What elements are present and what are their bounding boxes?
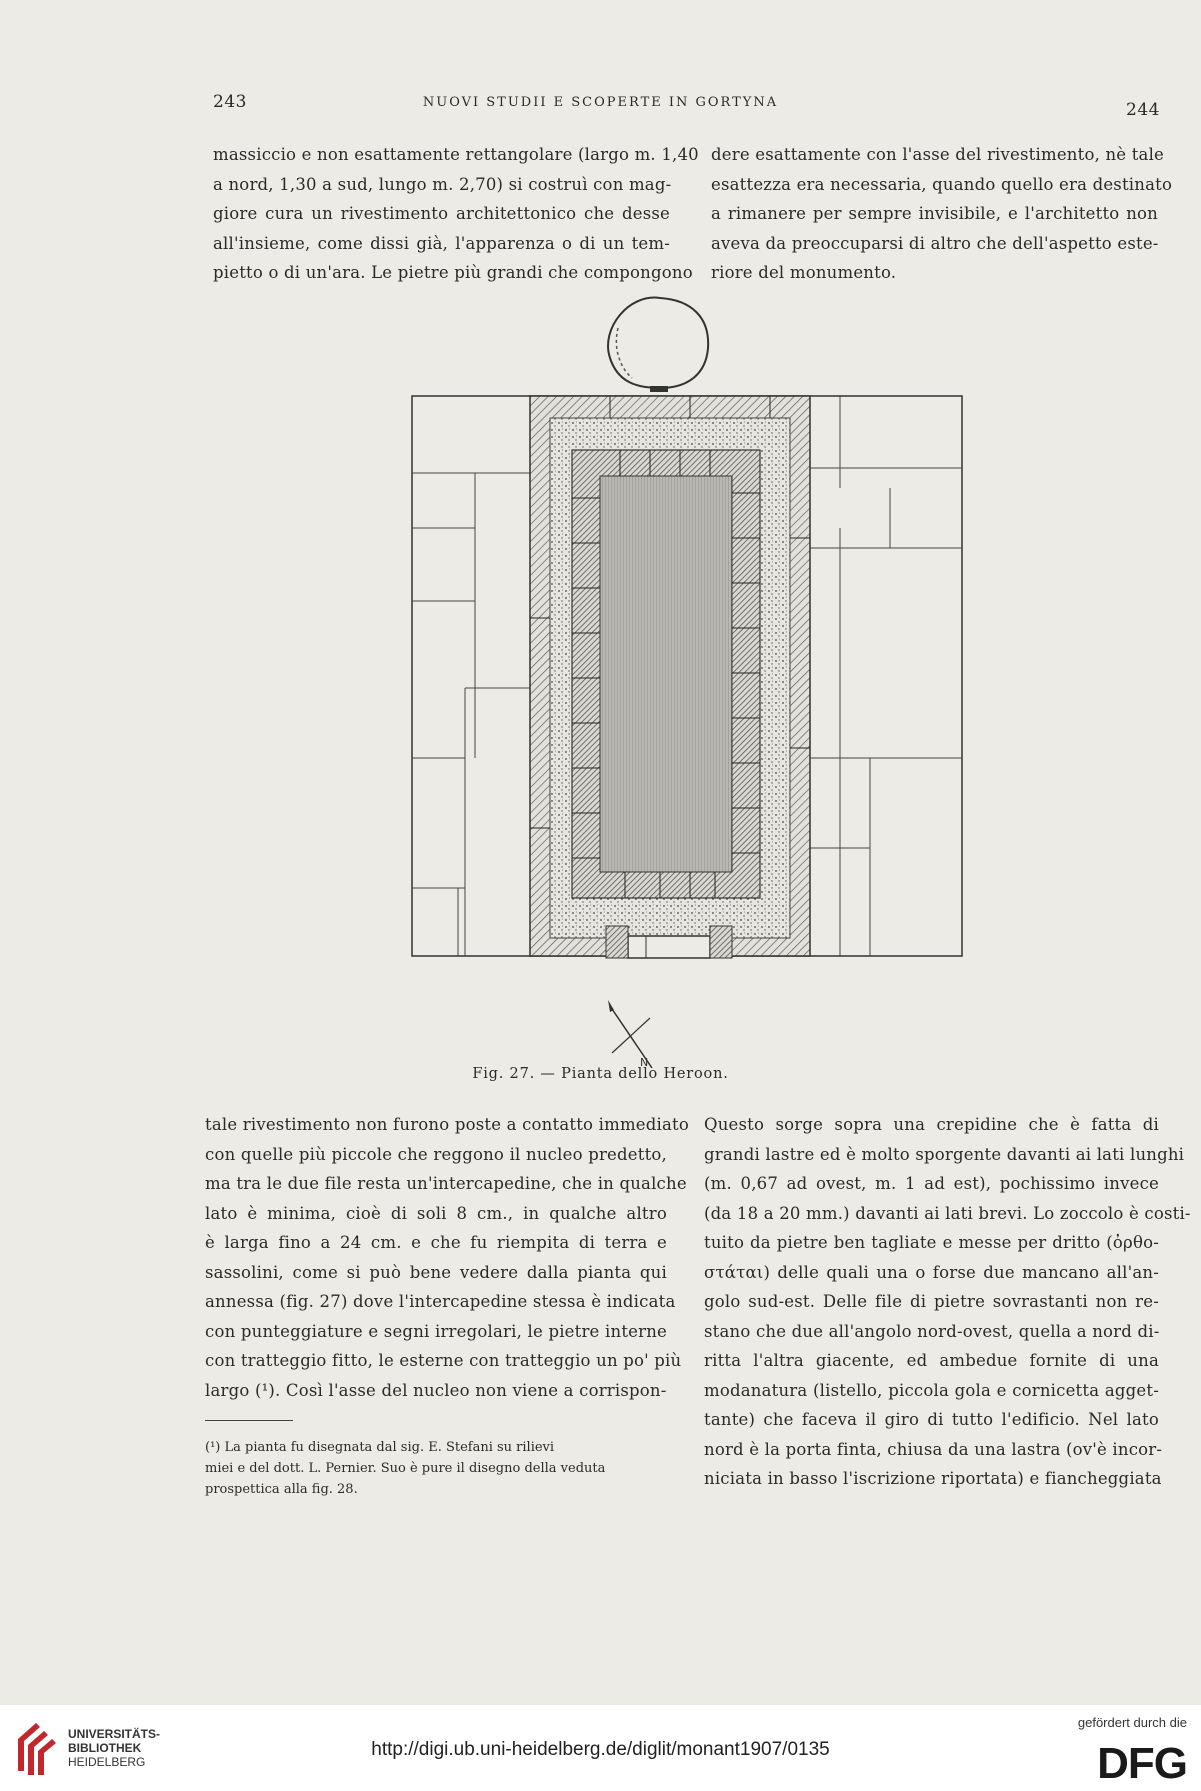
text-line: con tratteggio fitto, le esterne con tratteggio un po' più [205,1351,682,1370]
text-line: modanatura (listello, piccola gola e cornicetta agget- [704,1380,1159,1400]
text-line: pietto o di un'ara. Le pietre più grandi che compongono [213,263,693,282]
running-title: NUOVI STUDII E SCOPERTE IN GORTYNA [422,95,779,110]
heroon-plan-figure [410,288,966,1068]
text-line: annessa (fig. 27) dove l'intercapedine stessa è indicata [205,1292,676,1311]
footnote [205,1420,667,1500]
text-line: massiccio e non esattamente rettangolare (largo m. 1,40 [213,145,699,164]
column-top-left [213,140,699,288]
funded-by-text: gefördert durch die [1077,1715,1187,1730]
inscription-block [608,298,708,392]
text-line: esattezza era necessaria, quando quello era destinato [711,174,1173,194]
text-line: con punteggiature e segni irregolari, le pietre interne [205,1321,667,1341]
dfg-logo: DFG [1097,1739,1187,1788]
text-line: Questo sorge sopra una crepidine che è fatta di [704,1115,1159,1134]
text-line: stano che due all'angolo nord-ovest, quella a nord di- [704,1321,1160,1341]
footnote-line: (¹) La pianta fu disegnata dal sig. E. Stefani su rilievi [205,1440,555,1455]
text-line: nord è la porta finta, chiusa da una lastra (ov'è incor- [704,1439,1163,1459]
page-number-right: 244 [1126,100,1160,120]
column-bottom-left [205,1110,689,1405]
footnote-rule [205,1420,293,1421]
text-line: golo sud-est. Delle file di pietre sovrastanti non re- [704,1292,1159,1311]
text-line: a nord, 1,30 a sud, lungo m. 2,70) si costruì con mag- [213,174,672,194]
text-line: è larga fino a 24 cm. e che fu riempita di terra e [205,1233,667,1252]
text-line: largo (¹). Così l'asse del nucleo non viene a corrispon- [205,1380,667,1400]
north-label: N [640,1056,649,1068]
footnote-line: miei e del dott. L. Pernier. Suo è pure il disegno della veduta [205,1461,606,1476]
library-line-2: BIBLIOTHEK [68,1741,142,1755]
text-line: tale rivestimento non furono poste a contatto immediato [205,1115,689,1134]
text-line: con quelle più piccole che reggono il nucleo predetto, [205,1144,667,1164]
text-line: ma tra le due file resta un'intercapedine, che in qualche [205,1174,687,1193]
text-line: niciata in basso l'iscrizione riportata) e fiancheggiata [704,1469,1162,1488]
library-line-3: HEIDELBERG [68,1755,146,1769]
page-number-left: 243 [213,92,247,112]
text-line: lato è minima, cioè di soli 8 cm., in qualche altro [205,1203,667,1223]
column-bottom-right [704,1110,1191,1494]
text-line: tuito da pietre ben tagliate e messe per dritto (ὀρθο- [704,1233,1159,1252]
crepidoma-slabs-left [412,473,530,956]
text-line: στάται) delle quali una o forse due mancano all'an- [704,1262,1159,1282]
text-line: riore del monumento. [711,263,897,282]
text-line: aveva da preoccuparsi di altro che dell'aspetto este- [711,233,1159,253]
column-top-right [711,140,1173,288]
crepidoma-slabs-right [810,396,962,956]
text-line: sassolini, come si può bene vedere dalla pianta qui [205,1262,667,1282]
footnote-line: prospettica alla fig. 28. [205,1482,358,1497]
text-line: ritta l'altra giacente, ed ambedue fornite di una [704,1351,1159,1370]
library-line-1: UNIVERSITÄTS- [68,1727,161,1741]
text-line: (m. 0,67 ad ovest, m. 1 ad est), pochissimo invece [704,1174,1159,1193]
text-line: dere esattamente con l'asse del rivestimento, nè tale [711,145,1165,164]
text-line: a rimanere per sempre invisibile, e l'architetto non [711,204,1158,223]
figure-caption: Fig. 27. — Pianta dello Heroon. [472,1066,729,1082]
nucleus-core [600,476,732,872]
text-line: grandi lastre ed è molto sporgente davanti ai lati lunghi [704,1144,1185,1164]
text-line: giore cura un rivestimento architettonico che desse [213,204,670,223]
text-line: (da 18 a 20 mm.) davanti ai lati brevi. Lo zoccolo è costi- [704,1203,1191,1223]
text-line: all'insieme, come dissi già, l'apparenza o di un tem- [213,233,670,253]
footer-bar [0,1705,1201,1791]
text-line: tante) che faceva il giro di tutto l'edificio. Nel lato [704,1410,1159,1429]
permalink-url[interactable]: http://digi.ub.uni-heidelberg.de/diglit/monant1907/0135 [371,1739,830,1760]
